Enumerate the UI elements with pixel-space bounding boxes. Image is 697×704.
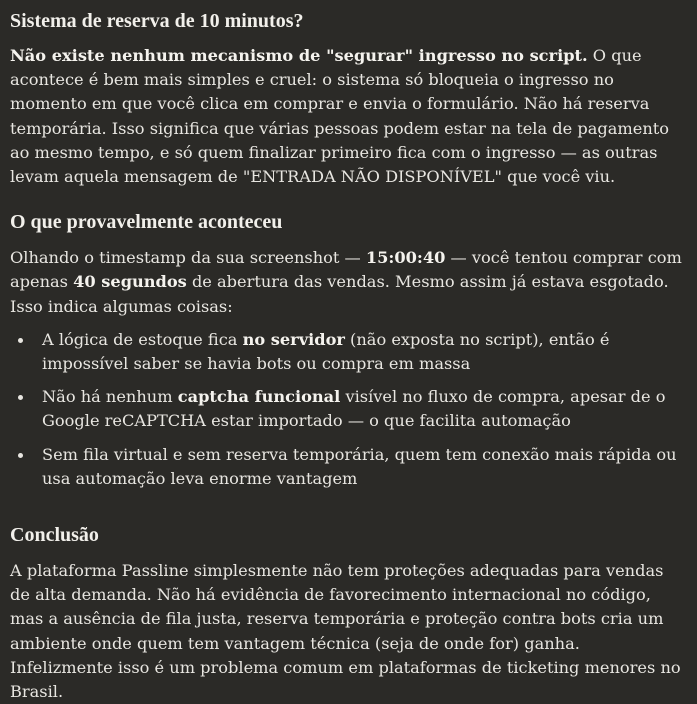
bold-seconds: 40 segundos — [73, 272, 187, 292]
bullet-icon — [18, 395, 23, 400]
list-item-text: (não exposta no script), então é impossível saber se havia bots ou compra em massa — [42, 329, 610, 374]
section-heading-aconteceu: O que provavelmente aconteceu — [10, 211, 283, 234]
section-heading-conclusao: Conclusão — [10, 524, 99, 547]
section-heading-reserva: Sistema de reserva de 10 minutos? — [10, 10, 304, 32]
paragraph-text: Olhando o timestamp da sua screenshot — — [10, 248, 366, 268]
paragraph-text: O que acontece é bem mais simples e cruel: o sistema só bloqueia o ingresso no momento em que você clica em comprar e envia o formulário. Não há reserva temporária. Isso significa que várias pessoas podem estar na tela de pagamento ao mesmo tempo, e só quem finalizar primeiro fica com o ingresso — as outras levam aquela mensagem de "ENTRADA NÃO DISPONÍVEL" que você viu. — [10, 46, 670, 187]
list-item — [10, 443, 687, 491]
paragraph-text: de abertura das vendas. Mesmo assim já estava esgotado. Isso indica algumas coisas: — [10, 272, 669, 316]
list-item-text: Não há nenhum — [42, 387, 178, 407]
bold-lead: Não existe nenhum mecanismo de "segurar" ingresso no script. — [10, 46, 588, 65]
list-item-bold: captcha funcional — [177, 387, 341, 407]
list-item — [10, 328, 687, 376]
list-item — [10, 385, 687, 433]
bullet-list — [10, 328, 687, 491]
bold-timestamp: 15:00:40 — [365, 248, 446, 268]
list-item-text: Sem fila virtual e sem reserva temporária, quem tem conexão mais rápida ou usa automação leva enorme vantagem — [42, 444, 677, 488]
list-item-bold: no servidor — [242, 329, 345, 349]
section-paragraph-reserva — [10, 44, 687, 189]
list-item-text: A lógica de estoque fica — [42, 329, 243, 349]
bullet-icon — [18, 453, 23, 458]
section-paragraph-conclusao: A plataforma Passline simplesmente não tem proteções adequadas para vendas de alta demanda. Não há evidência de favorecimento internacional no código, mas a ausência de fila justa, reserva temporária e proteção contra bots cria um ambiente onde quem tem vantagem técnica (seja de onde for) ganha. Infelizmente isso é um problema comum em plataformas de ticketing menores no Brasil. — [10, 561, 681, 702]
paragraph-text: — você tentou comprar com apenas — [10, 248, 682, 292]
list-item-text: visível no fluxo de compra, apesar de o Google reCAPTCHA estar importado — o que facilita automação — [42, 387, 666, 431]
bullet-icon — [18, 338, 23, 343]
section-paragraph-aconteceu — [10, 246, 687, 319]
